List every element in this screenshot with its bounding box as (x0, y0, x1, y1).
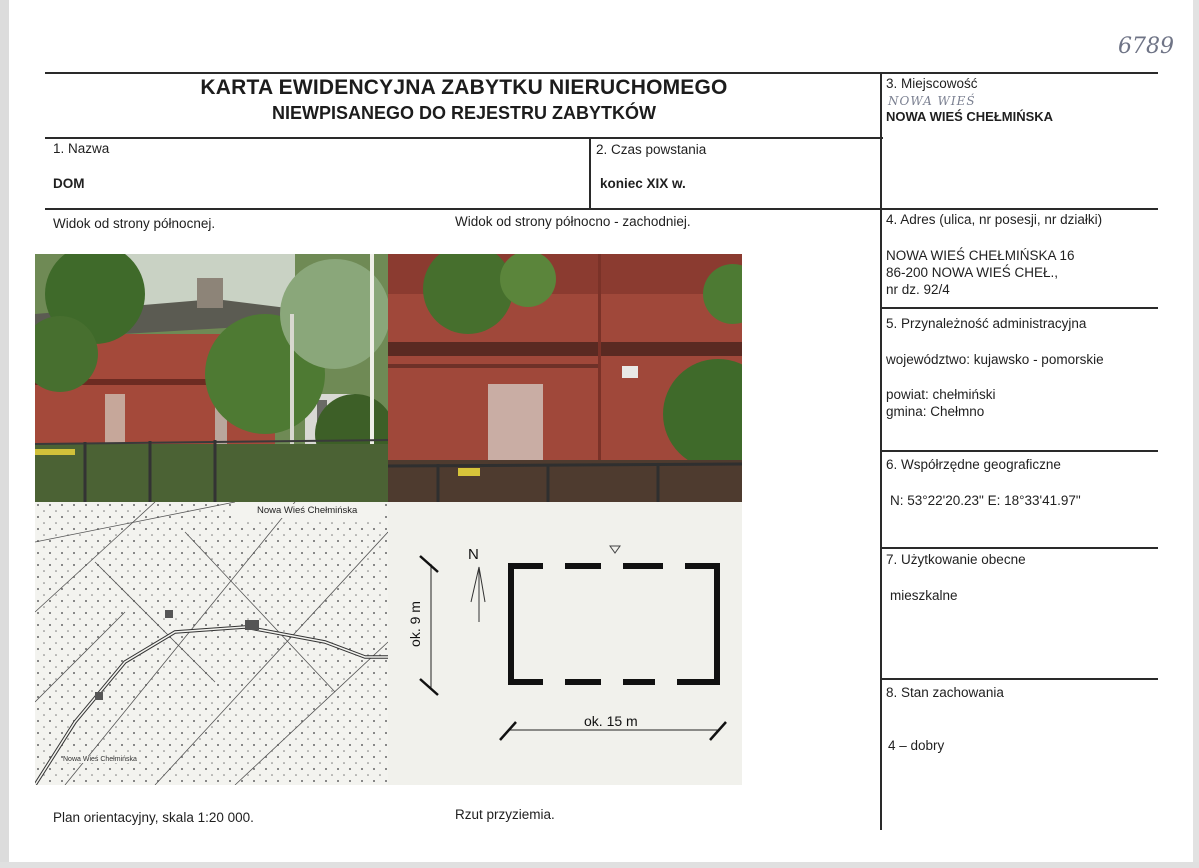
photo-north-view (35, 254, 388, 502)
admin-commune: gmina: Chełmno (886, 404, 985, 419)
scan-edge-bottom (0, 862, 1199, 868)
admin-county: powiat: chełmiński (886, 387, 996, 402)
map-caption: Plan orientacyjny, skala 1:20 000. (53, 810, 254, 825)
condition-label: 8. Stan zachowania (886, 685, 1004, 700)
admin-label: 5. Przynależność administracyjna (886, 316, 1087, 331)
name-label: 1. Nazwa (53, 141, 110, 156)
coords-value: N: 53°22'20.23" E: 18°33'41.97" (890, 493, 1081, 508)
map-label-bottom: Nowa Wieś Chełmińska (63, 756, 137, 763)
floorplan-caption: Rzut przyziemia. (455, 807, 555, 822)
floor-plan (388, 502, 742, 785)
usage-value: mieszkalne (890, 588, 958, 603)
map-label-top: Nowa Wieś Chełmińska (257, 505, 358, 516)
photo-northwest-caption: Widok od strony północno - zachodniej. (455, 214, 691, 229)
depth-label: ok. 9 m (407, 601, 423, 647)
width-label: ok. 15 m (584, 713, 638, 729)
photo-north-caption: Widok od strony północnej. (53, 216, 216, 231)
archive-number: 6789 (1118, 34, 1174, 59)
address-line-1: NOWA WIEŚ CHEŁMIŃSKA 16 (886, 248, 1075, 263)
rule-under-name (45, 208, 1158, 210)
scan-edge-left (0, 0, 9, 868)
name-value: DOM (53, 176, 85, 191)
address-line-2: 86-200 NOWA WIEŚ CHEŁ., (886, 265, 1059, 280)
rule-under-title (45, 137, 883, 139)
orientation-map (35, 502, 388, 785)
address-label: 4. Adres (ulica, nr posesji, nr działki) (886, 212, 1103, 227)
scan-edge-right (1193, 0, 1199, 868)
card-subtitle: NIEWPISANEGO DO REJESTRU ZABYTKÓW (271, 103, 657, 123)
north-label: N (468, 546, 479, 563)
card-title: KARTA EWIDENCYJNA ZABYTKU NIERUCHOMEGO (200, 76, 728, 99)
coords-label: 6. Współrzędne geograficzne (886, 457, 1061, 472)
photo-northwest-view (388, 254, 742, 502)
rule-name-period (589, 137, 591, 209)
admin-voivodeship: województwo: kujawsko - pomorskie (886, 352, 1104, 367)
locality-handwritten: NOWA WIEŚ (888, 94, 976, 108)
rule-sec8 (880, 678, 1158, 680)
rule-sec7 (880, 547, 1158, 549)
rule-top (45, 72, 1158, 74)
address-line-3: nr dz. 92/4 (886, 282, 950, 297)
condition-value: 4 – dobry (888, 738, 945, 753)
locality-label: 3. Miejscowość (886, 76, 978, 91)
locality-value: NOWA WIEŚ CHEŁMIŃSKA (886, 109, 1054, 124)
period-label: 2. Czas powstania (596, 142, 707, 157)
period-value: koniec XIX w. (600, 176, 686, 191)
usage-label: 7. Użytkowanie obecne (886, 552, 1026, 567)
rule-sec5 (880, 307, 1158, 309)
rule-sec6 (880, 450, 1158, 452)
